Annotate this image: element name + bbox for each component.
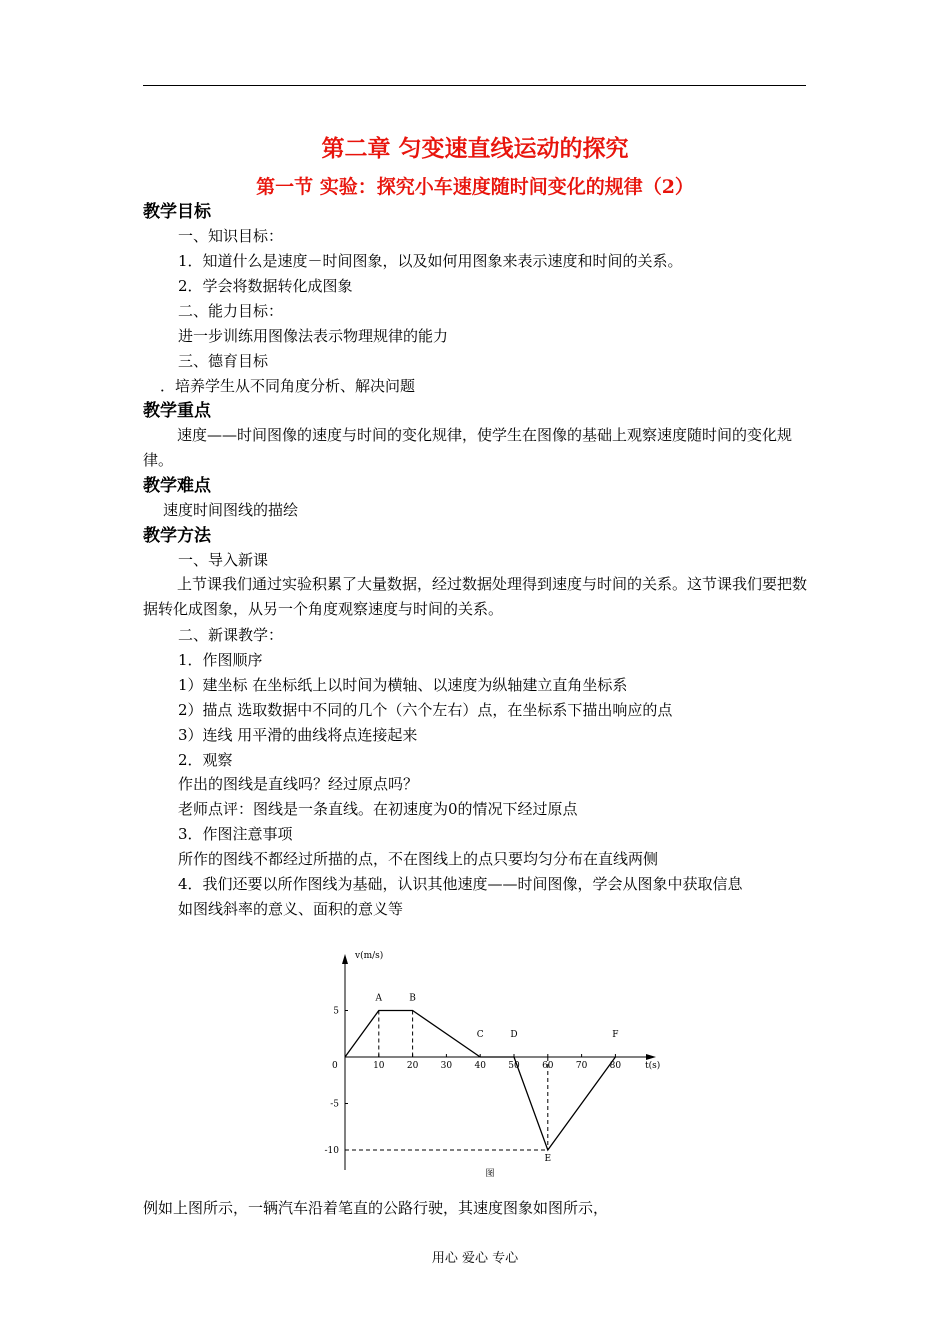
x-tick-label: 70	[575, 1061, 588, 1071]
y-tick-label: -10	[324, 1146, 339, 1156]
y-axis-arrow	[342, 954, 348, 964]
goals-heading: 教学目标	[143, 202, 211, 222]
method-line: 1．作图顺序	[178, 651, 263, 669]
point-label-b: B	[409, 993, 416, 1004]
point-label-e: E	[544, 1154, 552, 1164]
x-tick-label: 50	[508, 1061, 520, 1071]
difficult-heading: 教学难点	[143, 476, 211, 496]
x-tick-label: 20	[406, 1061, 419, 1071]
chart-caption: 图	[485, 1169, 495, 1179]
goal-line: ．培养学生从不同角度分析、解决问题	[160, 377, 416, 395]
method-line: 作出的图线是直线吗？经过原点吗？	[178, 775, 419, 793]
x-tick-label: 30	[440, 1061, 453, 1071]
x-axis-label: t(s)	[645, 1061, 661, 1071]
goal-line: 二、能力目标：	[178, 302, 284, 320]
header-rule	[143, 85, 806, 86]
method-line: 2．观察	[178, 751, 233, 769]
method-line: 所作的图线不都经过所描的点，不在图线上的点只要均匀分布在直线两侧	[178, 850, 659, 868]
y-axis-label: v(m/s)	[355, 951, 384, 961]
goal-line: 2．学会将数据转化成图象	[178, 277, 353, 295]
x-tick-label: 40	[474, 1061, 486, 1071]
chapter-title: 第二章 匀变速直线运动的探究	[321, 135, 629, 162]
method-heading: 教学方法	[143, 526, 211, 546]
key-heading: 教学重点	[143, 401, 211, 421]
goal-line: 三、德育目标	[178, 352, 269, 370]
velocity-time-chart	[310, 940, 690, 1194]
point-label-a: A	[375, 993, 383, 1004]
method-line: 二、新课教学：	[178, 626, 284, 644]
y-tick-label: 5	[333, 1006, 339, 1017]
method-paragraph: 上节课我们通过实验积累了大量数据，经过数据处理得到速度与时间的关系。这节课我们要把数据转化成图象，从另一个角度观察速度与时间的关系。	[143, 575, 808, 618]
method-intro: 一、导入新课	[178, 551, 269, 569]
method-line: 如图线斜率的意义、面积的意义等	[178, 900, 404, 918]
key-paragraph: 速度——时间图像的速度与时间的变化规律，使学生在图像的基础上观察速度随时间的变化规律。	[143, 426, 793, 469]
method-line: 3．作图注意事项	[178, 825, 293, 843]
vt-graph	[310, 940, 690, 1190]
x-tick-label: 10	[373, 1061, 385, 1071]
method-line: 3）连线 用平滑的曲线将点连接起来	[178, 726, 418, 744]
difficult-text: 速度时间图线的描绘	[163, 501, 299, 519]
goal-line: 一、知识目标：	[178, 227, 284, 245]
point-label-f: F	[612, 1030, 619, 1040]
footer: 用心 爱心 专心	[431, 1251, 519, 1266]
section-title: 第一节 实验：探究小车速度随时间变化的规律（2）	[256, 176, 694, 198]
point-label-c: C	[476, 1030, 484, 1040]
method-line: 2）描点 选取数据中不同的几个（六个左右）点，在坐标系下描出响应的点	[178, 701, 673, 719]
x-tick-label: 80	[609, 1061, 622, 1071]
example-text: 例如上图所示，一辆汽车沿着笔直的公路行驶，其速度图象如图所示，	[143, 1199, 609, 1217]
y-tick-label: -5	[330, 1099, 339, 1110]
method-line: 1）建坐标 在坐标纸上以时间为横轴、以速度为纵轴建立直角坐标系	[178, 676, 628, 694]
point-label-d: D	[510, 1030, 518, 1040]
goal-line: 1．知道什么是速度－时间图象，以及如何用图象来表示速度和时间的关系。	[178, 252, 683, 270]
method-line: 4．我们还要以所作图线为基础，认识其他速度——时间图像，学会从图象中获取信息	[178, 875, 743, 893]
x-axis-arrow	[646, 1054, 656, 1060]
origin-label: 0	[332, 1061, 338, 1071]
goal-line: 进一步训练用图像法表示物理规律的能力	[178, 327, 449, 345]
method-line: 老师点评：图线是一条直线。在初速度为0的情况下经过原点	[178, 800, 578, 818]
x-tick-label: 60	[542, 1061, 554, 1071]
